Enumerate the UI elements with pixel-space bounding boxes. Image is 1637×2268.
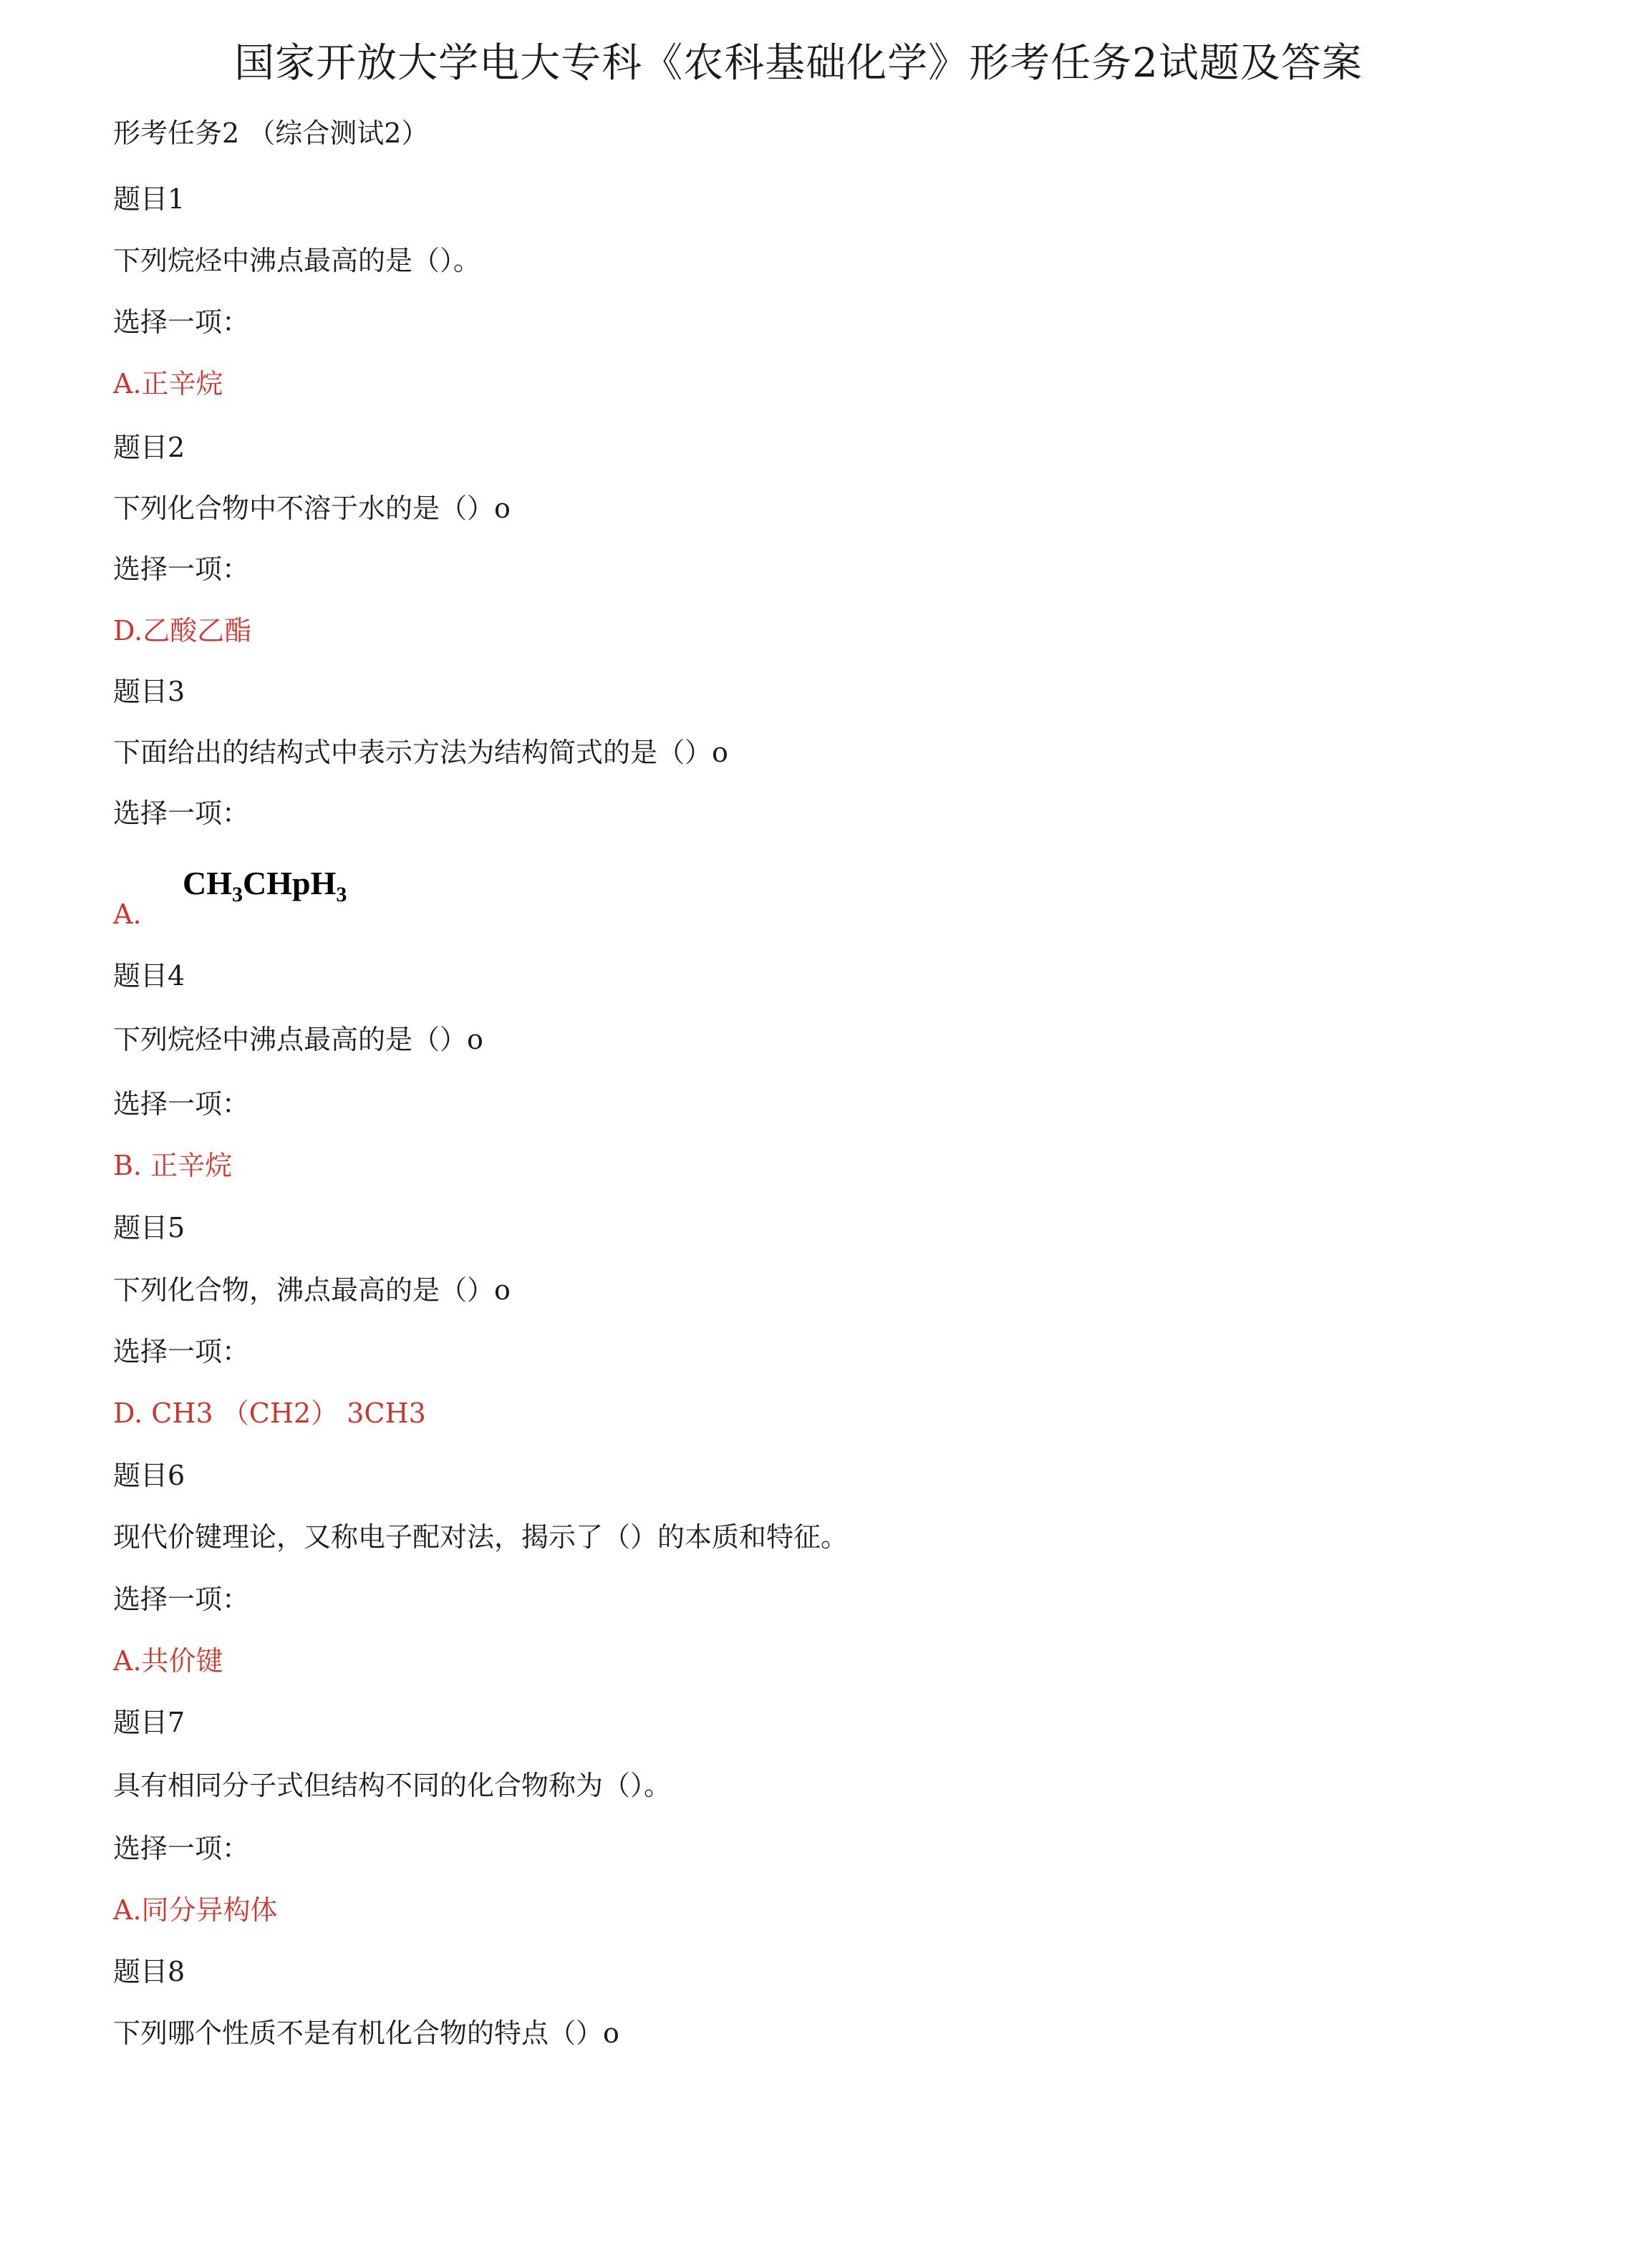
question-5-prompt: 选择一项： [113, 1336, 250, 1367]
question-7-prompt: 选择一项： [113, 1833, 250, 1864]
question-3-answer: A. [113, 898, 142, 930]
question-2-answer: D.乙酸乙酯 [113, 615, 252, 646]
question-7-label: 题目7 [113, 1707, 185, 1738]
question-6-text: 现代价键理论，又称电子配对法，揭示了（）的本质和特征。 [113, 1521, 849, 1553]
question-2-text: 下列化合物中不溶于水的是（）o [113, 493, 511, 524]
question-3-structural-formula: $CH_3CHpH_3$ [183, 865, 347, 906]
question-1-answer: A.正辛烷 [113, 368, 223, 399]
question-4-label: 题目4 [113, 960, 185, 992]
question-6-answer: A.共价键 [113, 1645, 223, 1677]
question-7-answer: A.同分异构体 [113, 1894, 278, 1926]
question-1-prompt: 选择一项： [113, 306, 250, 338]
question-5-answer: D. CH3 （CH2） 3CH3 [113, 1397, 426, 1429]
question-4-prompt: 选择一项： [113, 1088, 250, 1120]
question-2-prompt: 选择一项： [113, 553, 250, 585]
question-7-text: 具有相同分子式但结构不同的化合物称为（）。 [113, 1770, 672, 1801]
question-8-label: 题目8 [113, 1956, 185, 1987]
question-8-text: 下列哪个性质不是有机化合物的特点（）o [113, 2017, 619, 2049]
question-5-label: 题目5 [113, 1212, 185, 1244]
question-6-label: 题目6 [113, 1460, 185, 1491]
question-5-text: 下列化合物，沸点最高的是（）o [113, 1274, 511, 1306]
question-3-text: 下面给出的结构式中表示方法为结构简式的是（）o [113, 737, 728, 768]
question-4-text: 下列烷烃中沸点最高的是（）o [113, 1024, 483, 1055]
question-2-label: 题目2 [113, 432, 185, 463]
question-4-answer: B. 正辛烷 [113, 1150, 233, 1181]
question-3-prompt: 选择一项： [113, 798, 250, 829]
question-1-text: 下列烷烃中沸点最高的是（）。 [113, 245, 481, 276]
question-6-prompt: 选择一项： [113, 1584, 250, 1615]
document-title: 国家开放大学电大专科《农科基础化学》形考任务2试题及答案 [234, 40, 1363, 87]
question-1-label: 题目1 [113, 183, 185, 215]
question-3-label: 题目3 [113, 676, 185, 707]
section-heading: 形考任务2 （综合测试2） [113, 117, 429, 149]
